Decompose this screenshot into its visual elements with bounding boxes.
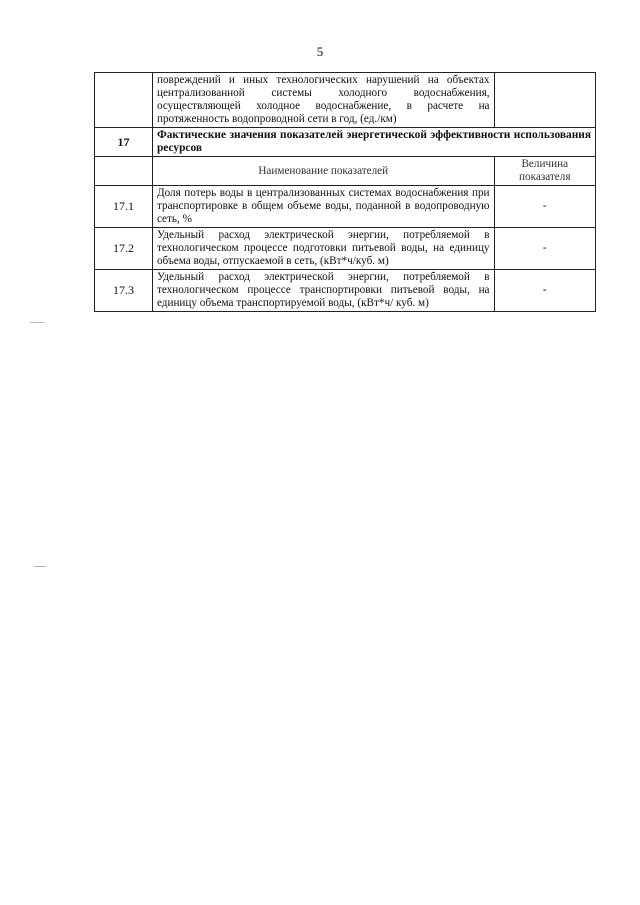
table-row bbox=[95, 186, 596, 228]
table-row bbox=[95, 228, 596, 270]
row-number: 17.3 bbox=[95, 270, 153, 312]
continuation-value-cell bbox=[494, 73, 595, 128]
section-number: 17 bbox=[95, 128, 153, 157]
row-value: - bbox=[494, 186, 595, 228]
header-number-cell bbox=[95, 157, 153, 186]
header-name: Наименование показателей bbox=[152, 157, 494, 186]
scan-mark bbox=[30, 322, 44, 323]
row-name: Удельный расход электрической энергии, потребляемой в технологическом процессе подготовки питьевой воды, на единицу объема воды, отпускаемой в сеть, (кВт*ч/куб. м) bbox=[152, 228, 494, 270]
section-title: Фактические значения показателей энергетической эффективности использования ресурсов bbox=[152, 128, 595, 157]
continuation-text: повреждений и иных технологических нарушений на объектах централизованной системы холодного водоснабжения, осуществляющей холодное водоснабжение, в расчете на протяженность водопроводной сети в год, (ед./км) bbox=[152, 73, 494, 128]
row-name: Удельный расход электрической энергии, потребляемой в технологическом процессе транспортировки питьевой воды, на единицу объема транспортируемой воды, (кВт*ч/ куб. м) bbox=[152, 270, 494, 312]
page-number: 5 bbox=[316, 44, 324, 59]
row-number: 17.1 bbox=[95, 186, 153, 228]
header-row bbox=[95, 157, 596, 186]
header-value: Величина показателя bbox=[494, 157, 595, 186]
continuation-number-cell bbox=[95, 73, 153, 128]
row-value: - bbox=[494, 270, 595, 312]
row-name: Доля потерь воды в централизованных системах водоснабжения при транспортировке в общем объеме воды, поданной в водопроводную сеть, % bbox=[152, 186, 494, 228]
indicators-table bbox=[94, 72, 596, 312]
row-value: - bbox=[494, 228, 595, 270]
scan-mark bbox=[34, 566, 46, 567]
section-row bbox=[95, 128, 596, 157]
table-row bbox=[95, 270, 596, 312]
row-number: 17.2 bbox=[95, 228, 153, 270]
table-row-continuation bbox=[95, 73, 596, 128]
